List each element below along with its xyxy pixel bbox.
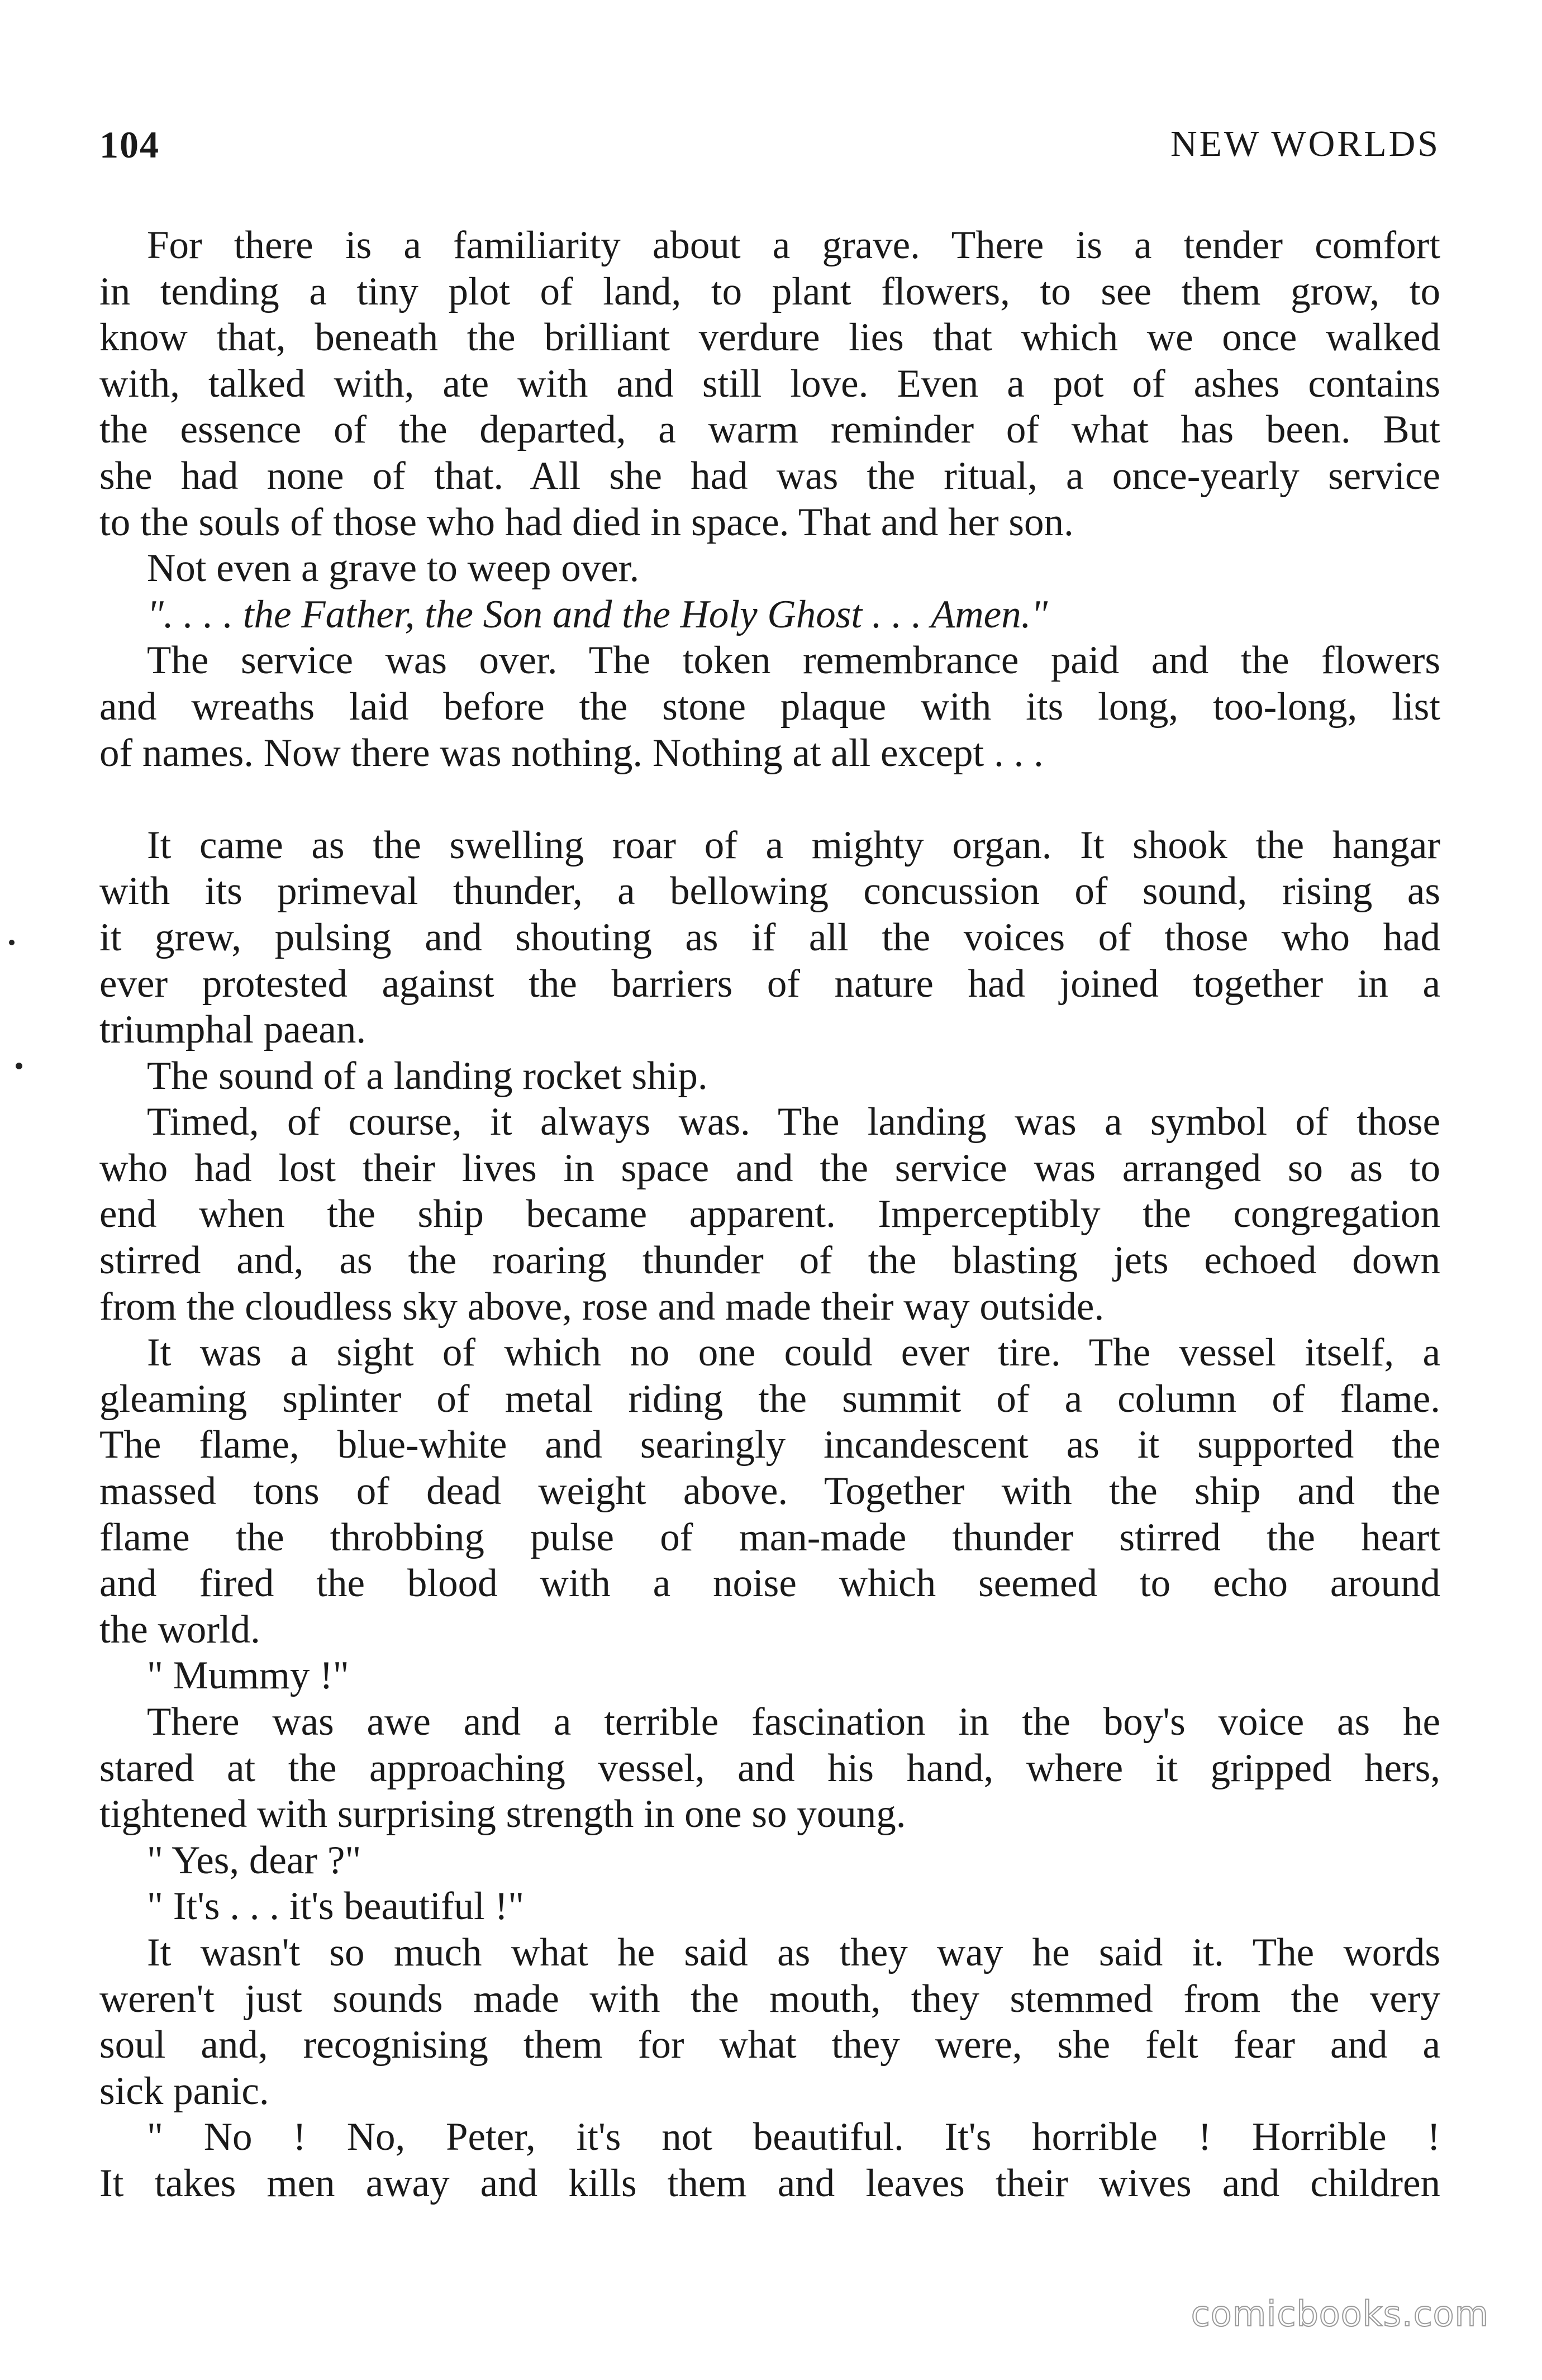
- text-line: tightened with surprising strength in one so young.: [99, 1792, 906, 1836]
- text-line: sick panic.: [99, 2069, 269, 2113]
- text-line: Not even a grave to weep over.: [147, 546, 640, 591]
- text-line: with, talked with, ate with and still love. Even a pot of ashes contains: [99, 361, 1440, 406]
- print-speck: [16, 1063, 22, 1069]
- text-line: It came as the swelling roar of a mighty organ. It shook the hangar: [147, 823, 1440, 867]
- text-line: For there is a familiarity about a grave. There is a tender comfort: [147, 223, 1440, 267]
- text-line: It wasn't so much what he said as they way he said it. The words: [147, 1930, 1440, 1974]
- text-line: flame the throbbing pulse of man-made thunder stirred the heart: [99, 1515, 1440, 1559]
- text-line: from the cloudless sky above, rose and made their way outside.: [99, 1284, 1105, 1329]
- text-line: the essence of the departed, a warm reminder of what has been. But: [99, 408, 1440, 452]
- text-line: Timed, of course, it always was. The landing was a symbol of those: [147, 1100, 1440, 1144]
- running-head: NEW WORLDS: [1170, 123, 1440, 164]
- dialogue-line: " Yes, dear ?": [147, 1838, 361, 1882]
- body-text: [99, 222, 1440, 2207]
- text-line: of names. Now there was nothing. Nothing at all except . . .: [99, 731, 1044, 775]
- page-number: 104: [99, 123, 160, 166]
- text-line: stirred and, as the roaring thunder of the blasting jets echoed down: [99, 1239, 1440, 1283]
- watermark-text: comicbooks.com: [1191, 2293, 1489, 2334]
- dialogue-line: " Mummy !": [147, 1654, 349, 1698]
- page-header: [99, 123, 1440, 184]
- text-line: weren't just sounds made with the mouth, they stemmed from the very: [99, 1977, 1440, 2021]
- dialogue-line: " No ! No, Peter, it's not beautiful. It's horrible ! Horrible !: [147, 2115, 1440, 2159]
- dialogue-line: " It's . . . it's beautiful !": [147, 1884, 525, 1929]
- text-line: ever protested against the barriers of nature had joined together in a: [99, 961, 1440, 1006]
- text-line: know that, beneath the brilliant verdure lies that which we once walked: [99, 316, 1440, 360]
- text-line: There was awe and a terrible fascination in the boy's voice as he: [147, 1700, 1440, 1744]
- text-line: she had none of that. All she had was the ritual, a once-yearly service: [99, 454, 1440, 498]
- text-line: it grew, pulsing and shouting as if all the voices of those who had: [99, 915, 1440, 959]
- text-line: in tending a tiny plot of land, to plant flowers, to see them grow, to: [99, 269, 1440, 313]
- text-line: to the souls of those who had died in space. That and her son.: [99, 500, 1074, 544]
- text-line: and fired the blood with a noise which seemed to echo around: [99, 1562, 1440, 1606]
- text-line: massed tons of dead weight above. Together with the ship and the: [99, 1469, 1440, 1513]
- text-line: the world.: [99, 1607, 260, 1651]
- text-line: gleaming splinter of metal riding the summit of a column of flame.: [99, 1377, 1440, 1421]
- text-line: who had lost their lives in space and the service was arranged so as to: [99, 1146, 1440, 1190]
- text-line: It was a sight of which no one could ever tire. The vessel itself, a: [147, 1331, 1440, 1375]
- section-break: [99, 776, 1440, 822]
- text-line: The service was over. The token remembrance paid and the flowers: [147, 639, 1440, 683]
- text-line: end when the ship became apparent. Imperceptibly the congregation: [99, 1192, 1440, 1236]
- text-line: The flame, blue-white and searingly incandescent as it supported the: [99, 1423, 1440, 1467]
- text-line-italic: ". . . . the Father, the Son and the Holy Ghost . . . Amen.": [147, 592, 1048, 636]
- text-line: soul and, recognising them for what they were, she felt fear and a: [99, 2023, 1440, 2067]
- text-line: with its primeval thunder, a bellowing concussion of sound, rising as: [99, 869, 1440, 913]
- text-line: and wreaths laid before the stone plaque with its long, too-long, list: [99, 684, 1440, 729]
- print-speck: [9, 940, 15, 945]
- text-line: The sound of a landing rocket ship.: [147, 1054, 708, 1098]
- text-line: triumphal paean.: [99, 1008, 367, 1052]
- text-line: stared at the approaching vessel, and his hand, where it gripped hers,: [99, 1746, 1440, 1790]
- text-line: It takes men away and kills them and leaves their wives and children: [99, 2161, 1440, 2205]
